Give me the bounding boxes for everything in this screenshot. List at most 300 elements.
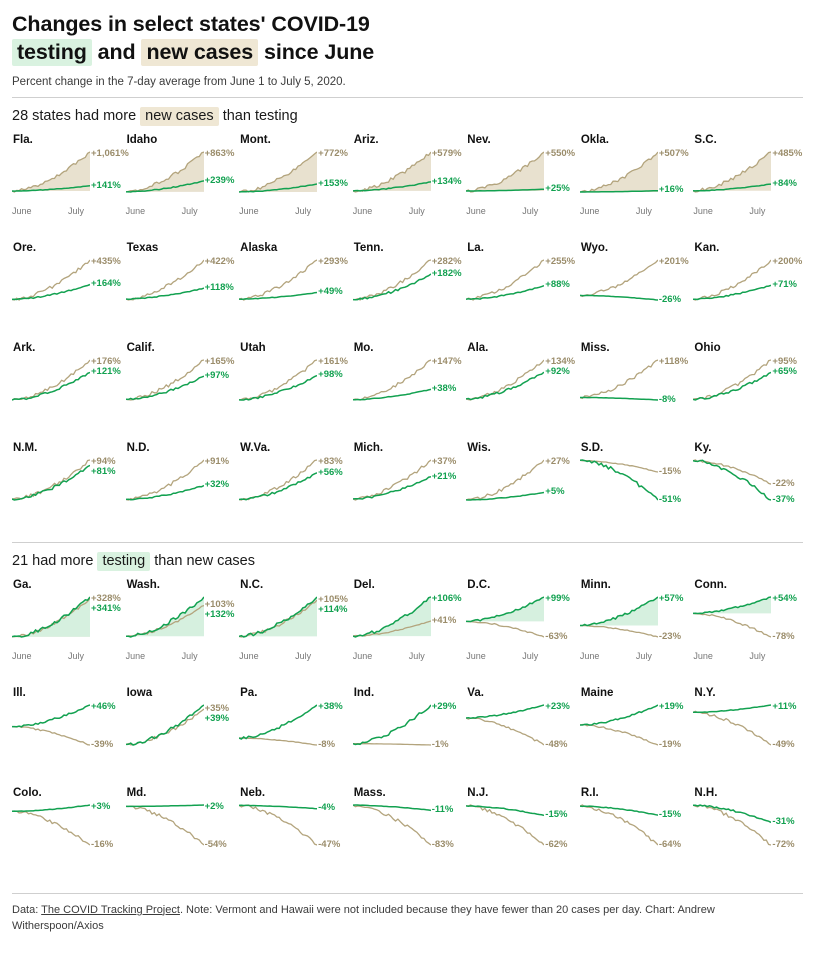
sparkline-svg xyxy=(12,256,90,304)
sparkline-svg xyxy=(126,593,204,641)
cases-value-label: +1,061% xyxy=(91,147,129,159)
sparkline xyxy=(239,593,349,659)
testing-value-label: +153% xyxy=(318,177,348,189)
state-panel-wva xyxy=(239,442,349,542)
state-panel-la xyxy=(466,242,576,342)
state-name: Tenn. xyxy=(353,241,384,254)
axis-label-july: July xyxy=(181,205,198,216)
cases-value-label: +863% xyxy=(204,147,235,159)
testing-value-label: +56% xyxy=(318,466,343,478)
state-name: Mass. xyxy=(353,786,386,799)
sparkline xyxy=(239,148,349,214)
testing-value-label: +3% xyxy=(91,800,111,812)
state-panel-texas xyxy=(126,242,236,342)
cases-value-label: +134% xyxy=(545,355,576,367)
cases-value-label: +95% xyxy=(772,355,797,367)
sparkline xyxy=(693,593,803,659)
state-name: Wyo. xyxy=(580,241,609,254)
state-panel-mont xyxy=(239,134,349,242)
state-name: N.D. xyxy=(126,441,150,454)
sparkline-svg xyxy=(353,456,431,504)
axis-label-july: July xyxy=(749,650,766,661)
sparkline-svg xyxy=(126,701,204,749)
sparkline-svg xyxy=(126,801,204,849)
axis-label-july: July xyxy=(749,205,766,216)
sparkline xyxy=(239,456,349,522)
sparkline-svg xyxy=(580,593,658,641)
testing-value-label: +5% xyxy=(545,486,565,498)
state-panel-ark xyxy=(12,342,122,442)
sparkline-svg xyxy=(353,801,431,849)
sparkline xyxy=(353,801,463,867)
grid-more-testing xyxy=(12,579,803,887)
axis-label-july: July xyxy=(635,205,652,216)
cases-value-label: -15% xyxy=(658,465,682,477)
state-name: Calif. xyxy=(126,341,155,354)
state-panel-idaho xyxy=(126,134,236,242)
sparkline xyxy=(126,593,236,659)
state-name: Wash. xyxy=(126,578,161,591)
testing-value-label: +88% xyxy=(545,279,570,291)
sparkline xyxy=(466,356,576,422)
sparkline-svg xyxy=(693,801,771,849)
axis-label-june: June xyxy=(125,205,146,216)
state-panel-ill xyxy=(12,687,122,787)
cases-value-label: -8% xyxy=(318,738,336,750)
sparkline xyxy=(693,801,803,867)
axis-label-june: June xyxy=(239,205,259,216)
testing-value-label: +134% xyxy=(431,175,462,187)
testing-value-label: +97% xyxy=(204,369,230,381)
sparkline xyxy=(12,801,122,867)
sparkline-svg xyxy=(12,801,90,849)
state-panel-mich xyxy=(353,442,463,542)
testing-value-label: +71% xyxy=(772,279,797,291)
testing-value-label: +164% xyxy=(91,278,121,290)
sparkline xyxy=(580,801,690,867)
sparkline-svg xyxy=(466,801,544,849)
state-panel-alaska xyxy=(239,242,349,342)
testing-value-label: +114% xyxy=(318,603,348,615)
state-name: Ohio xyxy=(694,341,721,354)
sparkline xyxy=(239,701,349,767)
state-name: Iowa xyxy=(126,686,153,699)
testing-value-label: -15% xyxy=(658,808,682,820)
cases-value-label: +147% xyxy=(431,355,462,367)
state-panel-colo xyxy=(12,787,122,887)
sparkline xyxy=(126,356,236,422)
sparkline-svg xyxy=(239,148,317,196)
state-name: Utah xyxy=(240,341,266,354)
sparkline xyxy=(12,356,122,422)
sparkline-svg xyxy=(580,701,658,749)
state-name: D.C. xyxy=(467,578,491,591)
sparkline-svg xyxy=(693,456,771,504)
state-panel-dc xyxy=(466,579,576,687)
cases-value-label: +485% xyxy=(772,147,803,159)
cases-value-label: -47% xyxy=(318,838,341,850)
testing-value-label: +16% xyxy=(658,184,684,196)
sparkline-svg xyxy=(693,356,771,404)
sparkline-svg xyxy=(580,256,658,304)
cases-value-label: -39% xyxy=(91,738,114,750)
cases-value-label: -23% xyxy=(658,630,682,642)
axis-label-july: July xyxy=(522,650,539,661)
state-name: N.C. xyxy=(240,578,264,591)
axis-label-june: June xyxy=(693,205,713,216)
cases-value-label: +37% xyxy=(431,455,457,467)
sparkline xyxy=(353,701,463,767)
sparkline xyxy=(353,593,463,659)
testing-value-label: +182% xyxy=(431,267,462,279)
testing-value-label: +121% xyxy=(91,366,121,378)
axis-label-june: June xyxy=(693,650,713,661)
sparkline xyxy=(12,256,122,322)
state-name: Ill. xyxy=(13,686,26,699)
state-name: Minn. xyxy=(580,578,611,591)
section-highlight-newcases: new cases xyxy=(140,107,219,126)
testing-value-label: +106% xyxy=(431,592,462,604)
sparkline xyxy=(12,593,122,659)
title-line-1: Changes in select states' COVID-19 xyxy=(12,12,370,36)
state-panel-wash xyxy=(126,579,236,687)
cases-value-label: -64% xyxy=(658,838,682,850)
testing-value-label: +38% xyxy=(431,383,457,395)
state-panel-ky xyxy=(693,442,803,542)
section-heading-more-testing xyxy=(12,553,803,569)
state-panel-del xyxy=(353,579,463,687)
testing-value-label: -8% xyxy=(658,393,676,405)
state-panel-nd xyxy=(126,442,236,542)
testing-value-label: -37% xyxy=(772,493,795,505)
state-panel-conn xyxy=(693,579,803,687)
cases-value-label: -22% xyxy=(772,477,795,489)
testing-value-label: +239% xyxy=(204,174,235,186)
section-divider xyxy=(12,542,803,543)
cases-value-label: +293% xyxy=(318,255,348,267)
sparkline-svg xyxy=(580,148,658,196)
footer-note xyxy=(12,902,803,935)
cases-value-label: +35% xyxy=(204,702,230,714)
cases-value-label: -16% xyxy=(91,838,114,850)
state-panel-sd xyxy=(580,442,690,542)
sparkline-svg xyxy=(580,456,658,504)
state-panel-mass xyxy=(353,787,463,887)
sparkline-svg xyxy=(693,593,771,641)
sparkline xyxy=(580,593,690,659)
cases-value-label: +27% xyxy=(545,455,570,467)
cases-value-label: +118% xyxy=(658,355,689,367)
state-panel-md xyxy=(126,787,236,887)
state-name: Ind. xyxy=(353,686,375,699)
sparkline xyxy=(353,356,463,422)
section-highlight-testing: testing xyxy=(97,552,150,571)
sparkline-svg xyxy=(12,593,90,641)
source-link[interactable]: The COVID Tracking Project xyxy=(41,903,180,916)
state-panel-ala xyxy=(466,342,576,442)
sparkline-svg xyxy=(693,148,771,196)
axis-label-june: June xyxy=(12,650,32,661)
axis-label-july: July xyxy=(68,650,85,661)
sparkline xyxy=(239,801,349,867)
sparkline xyxy=(353,456,463,522)
sparkline xyxy=(126,456,236,522)
state-panel-nm xyxy=(12,442,122,542)
sparkline-svg xyxy=(466,148,544,196)
sparkline-svg xyxy=(12,356,90,404)
header-divider xyxy=(12,97,803,98)
sparkline xyxy=(580,701,690,767)
sparkline-svg xyxy=(693,701,771,749)
sparkline-svg xyxy=(239,356,317,404)
cases-value-label: -72% xyxy=(772,838,795,850)
sparkline xyxy=(12,456,122,522)
section-lead-text: 21 had more xyxy=(12,552,94,569)
title-since: since June xyxy=(264,40,375,65)
state-name: Fla. xyxy=(13,133,33,146)
axis-label-june: June xyxy=(579,205,600,216)
state-name: Ky. xyxy=(694,441,712,454)
state-panel-ga xyxy=(12,579,122,687)
testing-value-label: +25% xyxy=(545,182,570,194)
cases-value-label: +200% xyxy=(772,255,803,267)
axis-label-june: June xyxy=(466,205,486,216)
state-name: Pa. xyxy=(240,686,258,699)
axis-label-july: July xyxy=(408,205,425,216)
sparkline xyxy=(126,801,236,867)
state-panel-iowa xyxy=(126,687,236,787)
state-panel-neb xyxy=(239,787,349,887)
axis-label-july: July xyxy=(408,650,425,661)
state-panel-nh xyxy=(693,787,803,887)
state-name: La. xyxy=(467,241,484,254)
cases-value-label: +94% xyxy=(91,455,116,467)
axis-label-june: June xyxy=(352,205,373,216)
sparkline-svg xyxy=(353,356,431,404)
state-name: Md. xyxy=(126,786,147,799)
state-name: Ariz. xyxy=(353,133,379,146)
axis-label-june: June xyxy=(239,650,259,661)
sparkline xyxy=(12,701,122,767)
state-name: Mo. xyxy=(353,341,374,354)
cases-value-label: +772% xyxy=(318,147,348,159)
sparkline xyxy=(12,147,129,216)
testing-value-label: +46% xyxy=(91,700,116,712)
testing-value-label: +118% xyxy=(204,281,234,293)
state-name: Ark. xyxy=(13,341,36,354)
cases-value-label: +328% xyxy=(91,592,121,604)
sparkline-svg xyxy=(239,456,317,504)
sparkline xyxy=(126,148,236,214)
testing-value-label: +19% xyxy=(658,700,684,712)
sparkline xyxy=(353,148,463,214)
state-name: Miss. xyxy=(580,341,610,354)
state-name: Conn. xyxy=(694,578,727,591)
state-panel-wyo xyxy=(580,242,690,342)
state-name: S.D. xyxy=(580,441,604,454)
page-title xyxy=(12,10,803,67)
section-trail-text: than testing xyxy=(222,107,298,124)
testing-value-label: +81% xyxy=(91,465,116,477)
axis-label-june: June xyxy=(579,650,600,661)
testing-value-label: +49% xyxy=(318,286,343,298)
state-panel-ind xyxy=(353,687,463,787)
axis-label-june: June xyxy=(125,650,146,661)
sparkline-svg xyxy=(126,456,204,504)
state-name: S.C. xyxy=(694,133,717,146)
testing-value-label: +54% xyxy=(772,592,797,604)
cases-value-label: +161% xyxy=(318,355,348,367)
sparkline-svg xyxy=(353,701,431,749)
state-name: N.M. xyxy=(13,441,38,454)
axis-label-july: July xyxy=(295,205,312,216)
section-trail-text: than new cases xyxy=(154,552,255,569)
testing-value-label: +2% xyxy=(204,800,224,812)
cases-value-label: -62% xyxy=(545,838,568,850)
state-panel-okla xyxy=(580,134,690,242)
sparkline xyxy=(693,356,803,422)
sparkline-svg xyxy=(126,148,204,196)
cases-value-label: +165% xyxy=(204,355,235,367)
testing-value-label: +141% xyxy=(91,179,121,191)
state-panel-nj xyxy=(466,787,576,887)
axis-label-july: July xyxy=(522,205,539,216)
sparkline xyxy=(580,456,690,522)
testing-value-label: +84% xyxy=(772,177,797,189)
state-name: N.J. xyxy=(467,786,489,799)
axis-label-june: June xyxy=(352,650,373,661)
testing-value-label: +99% xyxy=(545,592,570,604)
sparkline-svg xyxy=(580,356,658,404)
sparkline xyxy=(580,256,690,322)
testing-value-label: +38% xyxy=(318,700,343,712)
testing-value-label: +57% xyxy=(658,592,684,604)
state-panel-fla xyxy=(12,133,129,242)
cases-value-label: +103% xyxy=(204,599,235,611)
state-panel-sc xyxy=(693,134,803,242)
testing-value-label: +23% xyxy=(545,700,570,712)
title-testing-highlight: testing xyxy=(12,39,92,66)
sparkline-svg xyxy=(12,456,90,504)
cases-value-label: +550% xyxy=(545,147,576,159)
sparkline-svg xyxy=(466,356,544,404)
cases-value-label: +91% xyxy=(204,455,230,467)
sparkline xyxy=(126,701,236,767)
cases-value-label: -54% xyxy=(204,838,227,850)
testing-value-label: +132% xyxy=(204,609,235,621)
state-panel-ohio xyxy=(693,342,803,442)
sparkline-svg xyxy=(466,593,544,641)
cases-value-label: -1% xyxy=(431,738,449,750)
testing-value-label: +29% xyxy=(431,700,457,712)
testing-value-label: +39% xyxy=(204,712,230,724)
state-name: Ala. xyxy=(467,341,489,354)
state-name: Ga. xyxy=(13,578,32,591)
footer-divider xyxy=(12,893,803,894)
sparkline xyxy=(693,148,803,214)
sparkline-svg xyxy=(12,148,90,196)
cases-value-label: +176% xyxy=(91,355,121,367)
sparkline xyxy=(580,148,690,214)
sparkline-svg xyxy=(12,701,90,749)
sparkline-svg xyxy=(239,701,317,749)
state-name: N.Y. xyxy=(694,686,716,699)
sparkline xyxy=(466,456,576,522)
testing-value-label: -11% xyxy=(431,804,454,816)
sparkline-svg xyxy=(353,593,431,641)
state-name: Del. xyxy=(353,578,375,591)
sparkline xyxy=(353,256,463,322)
testing-value-label: +92% xyxy=(545,365,570,377)
footer-prefix: Data: xyxy=(12,903,42,916)
sparkline-svg xyxy=(353,148,431,196)
state-name: Ore. xyxy=(13,241,37,254)
state-panel-va xyxy=(466,687,576,787)
cases-value-label: -49% xyxy=(772,738,795,750)
testing-value-label: +21% xyxy=(431,470,457,482)
sparkline-svg xyxy=(239,593,317,641)
state-panel-ny xyxy=(693,687,803,787)
state-panel-nc xyxy=(239,579,349,687)
cases-value-label: +41% xyxy=(431,614,457,626)
axis-label-july: July xyxy=(295,650,312,661)
sparkline xyxy=(126,256,236,322)
axis-label-june: June xyxy=(12,205,32,216)
state-name: Va. xyxy=(467,686,484,699)
testing-value-label: +98% xyxy=(318,369,343,381)
sparkline xyxy=(466,801,576,867)
testing-value-label: -31% xyxy=(772,816,795,828)
cases-value-label: -19% xyxy=(658,738,682,750)
cases-value-label: +422% xyxy=(204,255,235,267)
state-name: Nev. xyxy=(467,133,491,146)
state-panel-maine xyxy=(580,687,690,787)
state-name: Mont. xyxy=(240,133,271,146)
cases-value-label: -48% xyxy=(545,738,568,750)
sparkline-svg xyxy=(126,256,204,304)
testing-value-label: -15% xyxy=(545,809,568,821)
sparkline xyxy=(466,701,576,767)
sparkline-svg xyxy=(580,801,658,849)
state-panel-miss xyxy=(580,342,690,442)
title-newcases-highlight: new cases xyxy=(141,39,258,66)
sparkline-svg xyxy=(693,256,771,304)
sparkline xyxy=(239,256,349,322)
testing-value-label: +341% xyxy=(91,602,121,614)
footer-rest: . Note: Vermont and Hawaii were not included because they have fewer than 20 cases per day. Chart: Andrew Witherspoon/Axios xyxy=(12,903,715,933)
sparkline-svg xyxy=(466,256,544,304)
sparkline xyxy=(466,256,576,322)
sparkline-svg xyxy=(466,456,544,504)
sparkline xyxy=(693,701,803,767)
state-panel-mo xyxy=(353,342,463,442)
testing-value-label: -51% xyxy=(658,493,682,505)
cases-value-label: -63% xyxy=(545,630,568,642)
cases-value-label: +255% xyxy=(545,255,576,267)
state-name: R.I. xyxy=(580,786,599,799)
state-panel-wis xyxy=(466,442,576,542)
cases-value-label: +83% xyxy=(318,455,343,467)
testing-value-label: +11% xyxy=(772,700,797,712)
testing-value-label: -26% xyxy=(658,293,682,305)
sparkline-svg xyxy=(353,256,431,304)
state-name: W.Va. xyxy=(240,441,271,454)
state-name: Colo. xyxy=(13,786,42,799)
state-name: N.H. xyxy=(694,786,718,799)
cases-value-label: +507% xyxy=(658,147,689,159)
sparkline xyxy=(466,148,576,214)
chart-subtitle: Percent change in the 7-day average from June 1 to July 5, 2020. xyxy=(12,75,346,88)
